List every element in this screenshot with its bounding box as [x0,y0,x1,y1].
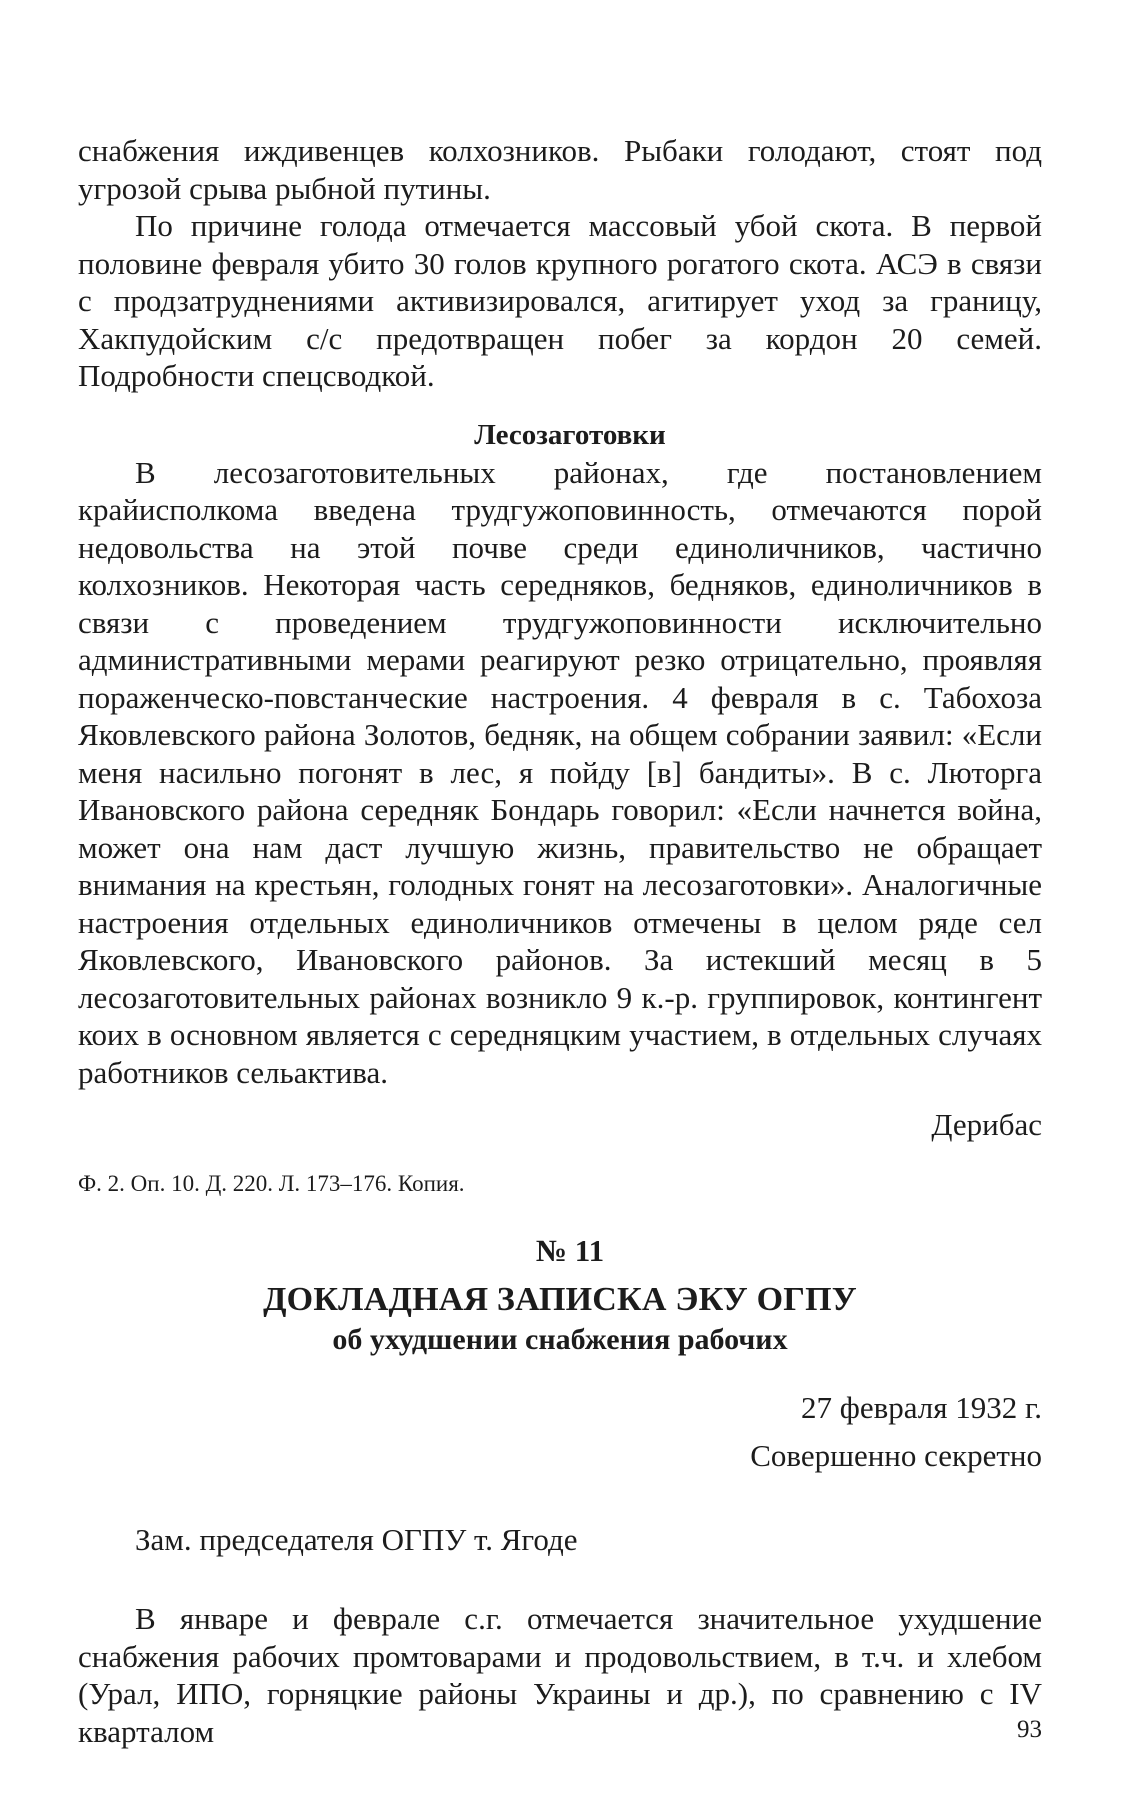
document-title: ДОКЛАДНАЯ ЗАПИСКА ЭКУ ОГПУ [263,1281,857,1318]
document-date: 27 февраля 1932 г. [801,1390,1042,1425]
document-number: № 11 [535,1233,605,1268]
archive-reference: Ф. 2. Оп. 10. Д. 220. Л. 173–176. Копия. [78,1171,465,1196]
addressee: Зам. председателя ОГПУ т. Ягоде [135,1522,578,1557]
paragraph-cattle-slaughter: По причине голода отмечается массовый убой скота. В первой половине февраля убито 30 голов крупного рогатого скота. АСЭ в связи с продзатруднениями активизировался, агитирует уход за границу, Хакпудойским с/с предотвращен побег за кордон 20 семей. Подробности спецсводкой. [78,208,1042,393]
paragraph-continuation: снабжения иждивенцев колхозников. Рыбаки голодают, стоят под угрозой срыва рыбной путины. [78,133,1042,206]
paragraph-logging: В лесозаготовительных районах, где постановлением крайисполкома введена трудгужоповинность, отмечаются порой недовольства на этой почве среди единоличников, частично колхозников. Некоторая часть середняков, бедняков, единоличников в связи с проведением трудгужоповинности исключительно административными мерами реагируют резко отрицательно, проявляя пораженческо-повстанческие настроения. 4 февраля в с. Табохоза Яковлевского района Золотов, бедняк, на общем собрании заявил: «Если меня насильно погонят в лес, я пойду [в] бандиты». В с. Люторга Ивановского района середняк Бондарь говорил: «Если начнется война, может она нам даст лучшую жизнь, правительство не обращает внимания на крестьян, голодных гонят на лесозаготовки». Аналогичные настроения отдельных единоличников отмечены в целом ряде сел Яковлевского, Ивановского районов. За истекший месяц в 5 лесозаготовительных районах возникло 9 к.-р. группировок, контингент коих в основном является с середняцким участием, в отдельных случаях работников сельактива. [78,454,1042,1090]
page-number: 93 [1017,1716,1042,1743]
signature: Дерибас [931,1107,1042,1142]
section-heading-logging: Лесозаготовки [474,418,666,451]
document-body: В январе и феврале с.г. отмечается значительное ухудшение снабжения рабочих промтоварами и продовольствием, в т.ч. и хлебом (Урал, ИПО, горняцкие районы Украины и др.), по сравнению с IV кварталом [78,1601,1042,1749]
classification-stamp: Совершенно секретно [750,1437,1042,1473]
document-subtitle: об ухудшении снабжения рабочих [332,1323,788,1356]
